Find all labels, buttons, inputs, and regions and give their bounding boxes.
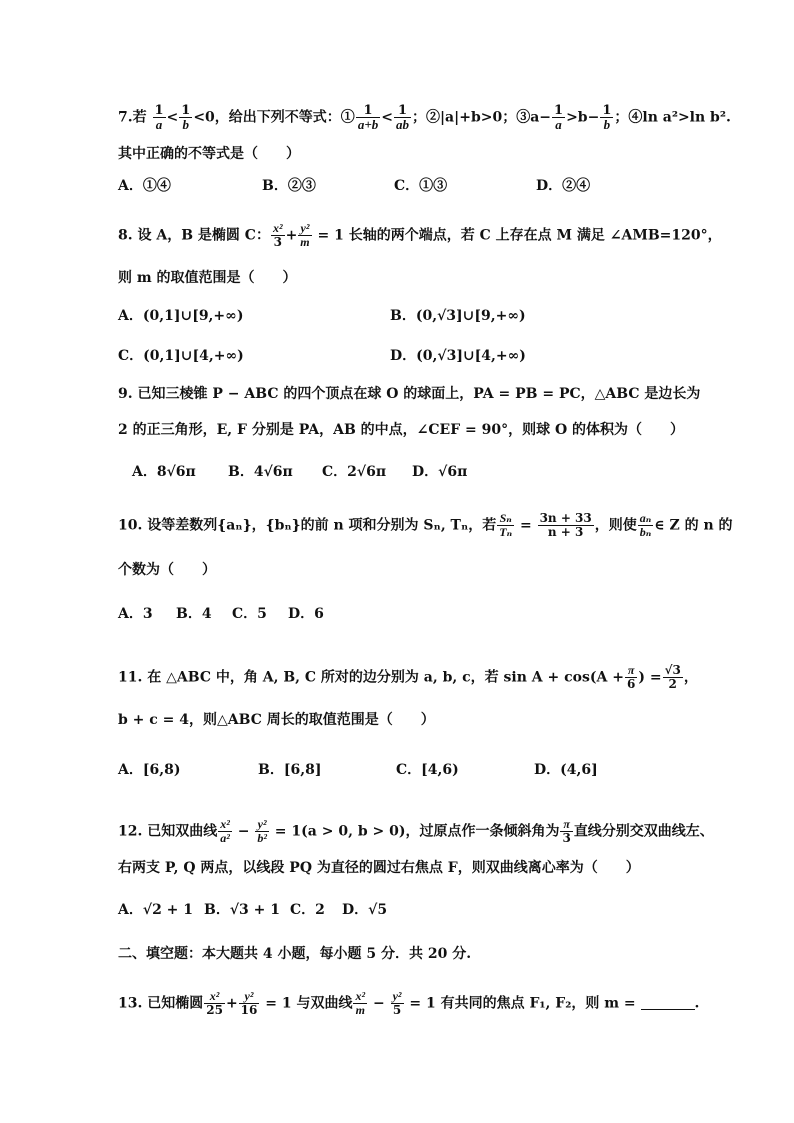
question-8-line-2: 则 m 的取值范围是（ ）: [118, 270, 297, 286]
q10-option-b: B．4: [176, 606, 212, 622]
q8-option-c: C．(0,1]∪[4,+∞): [118, 348, 244, 364]
question-11-line-2: b + c = 4，则△ABC 周长的取值范围是（ ）: [118, 712, 435, 728]
section-2-heading: 二、填空题：本大题共 4 小题，每小题 5 分．共 20 分.: [118, 946, 472, 962]
q11-option-d: D．(4,6]: [534, 762, 598, 778]
q9-option-d: D．√6π: [412, 464, 468, 480]
q11-option-c: C．[4,6): [396, 762, 459, 778]
question-10-line-2: 个数为（ ）: [118, 562, 216, 578]
q12-option-c: C．2: [290, 902, 325, 918]
q9-option-c: C．2√6π: [322, 464, 387, 480]
question-7-line-1: 7.若 $\frac{1}{a}$ < $\frac{1}{b}$ <0，给出下列不等式：① $\frac{1}{a+b}$ < $\frac{1}{ab}$ ；②|a|+b>0；③a− $\frac{1}{a}$ >b− $\frac{1}{b}$ ；④ln a²>ln b².: [118, 103, 731, 132]
question-13-line-1: 13. 已知椭圆 $\frac{\text{x²}}{25}$ + $\frac{\text{y²}}{16}$ = 1 与双曲线 $\frac{\text{x²}}{m}$ − $\frac{\text{y²}}{5}$ = 1 有共同的焦点 F₁, F₂，则 m = .: [118, 989, 700, 1017]
q12-option-b: B．√3 + 1: [204, 902, 280, 918]
q10-option-a: A．3: [118, 606, 153, 622]
q10-option-d: D．6: [288, 606, 324, 622]
q7-option-b: B．②③: [262, 178, 316, 194]
q12-option-a: A．√2 + 1: [118, 902, 194, 918]
question-9-line-2: 2 的正三角形，E, F 分别是 PA，AB 的中点，∠CEF = 90°，则球 O 的体积为（ ）: [118, 422, 685, 438]
q12-option-d: D．√5: [342, 902, 388, 918]
q9-option-a: A．8√6π: [132, 464, 196, 480]
q11-option-b: B．[6,8]: [258, 762, 322, 778]
question-12-line-2: 右两支 P, Q 两点，以线段 PQ 为直径的圆过右焦点 F，则双曲线离心率为（ ）: [118, 860, 640, 876]
q7-option-a: A．①④: [118, 178, 171, 194]
q7-option-d: D．②④: [536, 178, 591, 194]
question-10-line-1: 10. 设等差数列{aₙ}，{bₙ}的前 n 项和分别为 Sₙ, Tₙ，若 $\frac{\text{Sₙ}}{\text{Tₙ}}$ = $\frac{3n + 33}{n + 3}$ ，则使 $\frac{\text{aₙ}}{\text{bₙ}}$ ∈ Z 的 n 的: [118, 511, 733, 539]
answer-blank[interactable]: [641, 995, 695, 1010]
question-7-line-2: 其中正确的不等式是（ ）: [118, 146, 300, 162]
question-12-line-1: 12. 已知双曲线 $\frac{\text{x²}}{\text{a²}}$ − $\frac{\text{y²}}{\text{b²}}$ = 1(a > 0, b > 0)，过原点作一条倾斜角为 $\frac{\pi}{3}$ 直线分别交双曲线左、: [118, 817, 714, 845]
q7-option-c: C．①③: [394, 178, 448, 194]
question-11-line-1: 11. 在 △ABC 中，角 A, B, C 所对的边分别为 a, b, c，若 sin A + cos(A + $\frac{\pi}{6}$ ) = $\frac{√3}{2}$ ，: [118, 663, 698, 691]
q8-option-b: B．(0,√3]∪[9,+∞): [390, 308, 526, 324]
q9-option-b: B．4√6π: [228, 464, 293, 480]
q10-option-c: C．5: [232, 606, 267, 622]
question-9-line-1: 9. 已知三棱锥 P − ABC 的四个顶点在球 O 的球面上，PA = PB = PC，△ABC 是边长为: [118, 386, 701, 402]
q8-option-a: A．(0,1]∪[9,+∞): [118, 308, 244, 324]
q11-option-a: A．[6,8): [118, 762, 181, 778]
question-8-line-1: 8. 设 A，B 是椭圆 C： $\frac{\text{x²}}{3}$ + $\frac{\text{y²}}{m}$ = 1 长轴的两个端点，若 C 上存在点 M 满足 ∠AMB=120°，: [118, 221, 722, 249]
q8-option-d: D．(0,√3]∪[4,+∞): [390, 348, 526, 364]
